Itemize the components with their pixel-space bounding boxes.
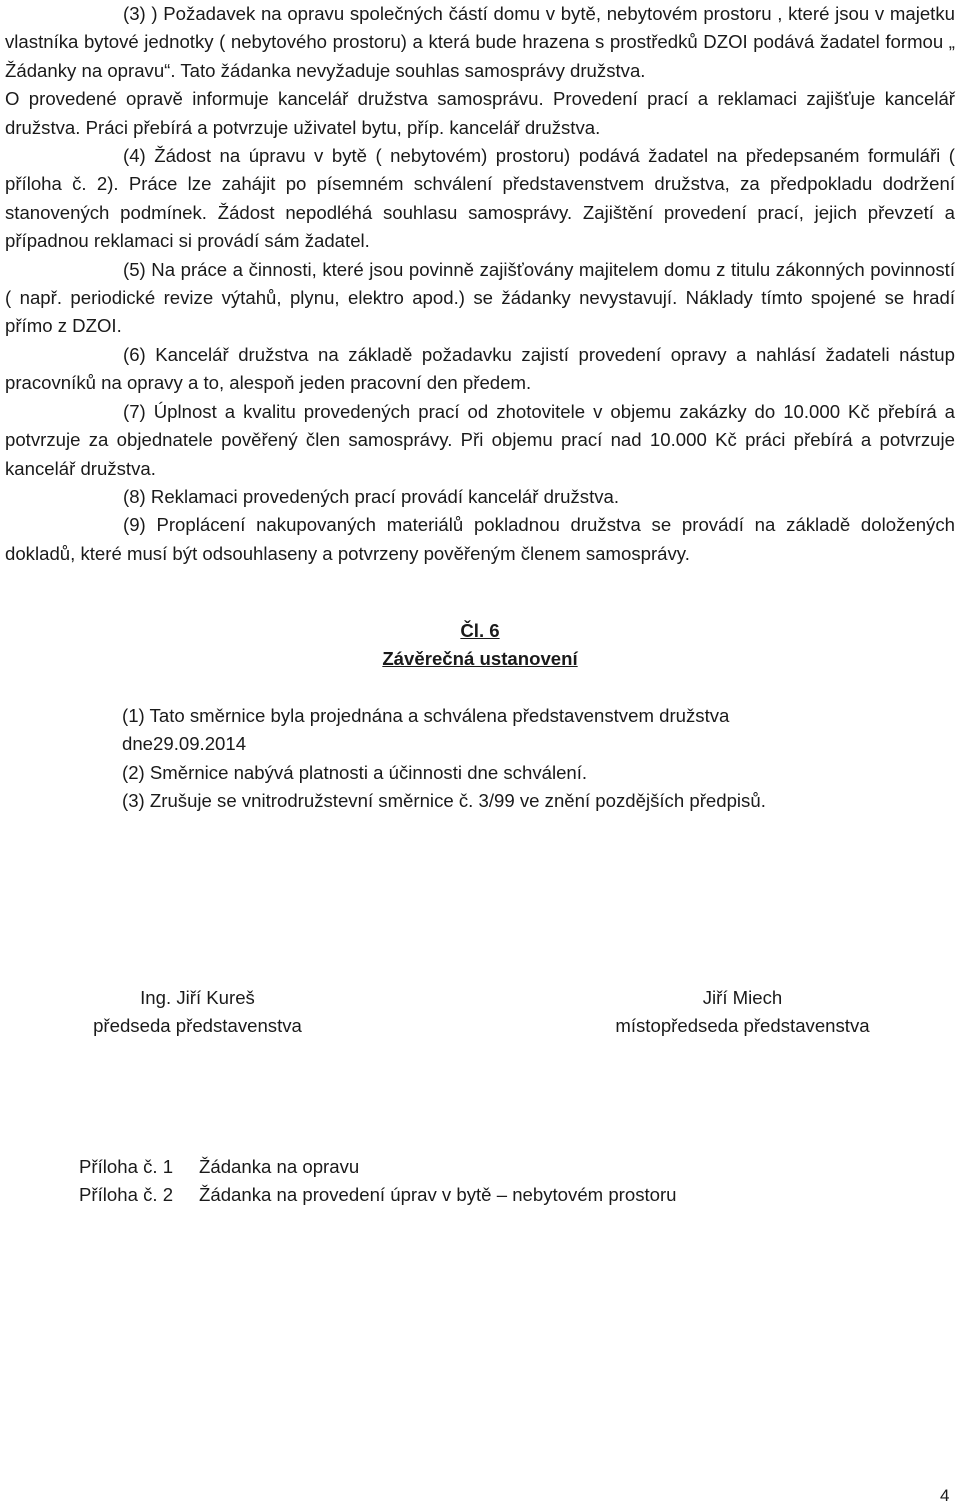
paragraph-3: (3) ) Požadavek na opravu společných částí domu v bytě, nebytovém prostoru , které jsou v majetku vlastníka bytové jednotky ( nebytového prostoru) a která bude hrazena s prostředků DZOI podává žadatel formou „ Žádanky na opravu“. Tato žádanka nevyžaduje souhlas samosprávy družstva. (5, 3, 955, 81)
page-number: 4 (940, 1486, 950, 1505)
signer-role: předseda představenstva (93, 1015, 302, 1037)
provision-3: (3) Zrušuje se vnitrodružstevní směrnice č. 3/99 ve znění pozdějších předpisů. (122, 790, 766, 812)
paragraph-3-continuation: O provedené opravě informuje kancelář družstva samosprávu. Provedení prací a reklamaci zajišťuje kancelář družstva. Práci přebírá a potvrzuje uživatel bytu, příp. kancelář družstva. (5, 88, 955, 138)
provision-2: (2) Směrnice nabývá platnosti a účinnosti dne schválení. (122, 761, 588, 783)
attachment-title: Žádanka na opravu (199, 1156, 360, 1177)
signer-name: Ing. Jiří Kureš (140, 987, 255, 1008)
attachment-title: Žádanka na provedení úprav v bytě – nebytovém prostoru (199, 1184, 677, 1206)
article-number: Čl. 6 (460, 620, 500, 641)
attachment-item (79, 1181, 677, 1209)
article-title: Závěrečná ustanovení (382, 648, 578, 669)
paragraph-8: (8) Reklamaci provedených prací provádí kancelář družstva. (123, 485, 620, 507)
final-provisions (122, 702, 922, 816)
paragraph-9: (9) Proplácení nakupovaných materiálů pokladnou družstva se provádí na základě doložených dokladů, které musí být odsouhlaseny a potvrzeny pověřeným členem samosprávy. (5, 514, 955, 564)
signature-block-vice-chair (575, 984, 910, 1041)
attachment-label: Příloha č. 2 (79, 1184, 174, 1206)
paragraph-6: (6) Kancelář družstva na základě požadavku zajistí provedení opravy a nahlásí žadateli nástup pracovníků na opravy a to, alespoň jeden pracovní den předem. (5, 343, 955, 394)
provision-1: (1) Tato směrnice byla projednána a schválena představenstvem družstva (122, 705, 730, 726)
signer-name: Jiří Miech (702, 987, 783, 1008)
attachment-label: Příloha č. 1 (79, 1156, 174, 1177)
paragraph-5: (5) Na práce a činnosti, které jsou povinně zajišťovány majitelem domu z titulu zákonných povinností ( např. periodické revize výtahů, plynu, elektro apod.) se žádanky nevystavují. Náklady tímto spojené se hradí přímo z DZOI. (5, 258, 955, 337)
signer-role: místopředseda představenstva (615, 1015, 870, 1037)
attachments-list (79, 1153, 677, 1210)
paragraph-4: (4) Žádost na úpravu v bytě ( nebytovém) prostoru) podává žadatel na předepsaném formuláři ( příloha č. 2). Práce lze zahájit po písemném schválení představenstvem družstva, za předpokladu dodržení stanovených podmínek. Žádost nepodléhá souhlasu samosprávy. Zajištění provedení prací, jejich převzetí a případnou reklamaci si provádí sám žadatel. (5, 145, 955, 252)
paragraph-7: (7) Úplnost a kvalitu provedených prací od zhotovitele v objemu zakázky do 10.000 Kč přebírá a potvrzuje za objednatele pověřený člen samosprávy. Při objemu prací nad 10.000 Kč práci přebírá a potvrzuje kancelář družstva. (5, 400, 955, 479)
signature-block-chair (60, 984, 335, 1041)
provision-1-date: dne29.09.2014 (122, 733, 247, 755)
regulation-body (5, 0, 955, 568)
attachment-item (79, 1153, 677, 1181)
